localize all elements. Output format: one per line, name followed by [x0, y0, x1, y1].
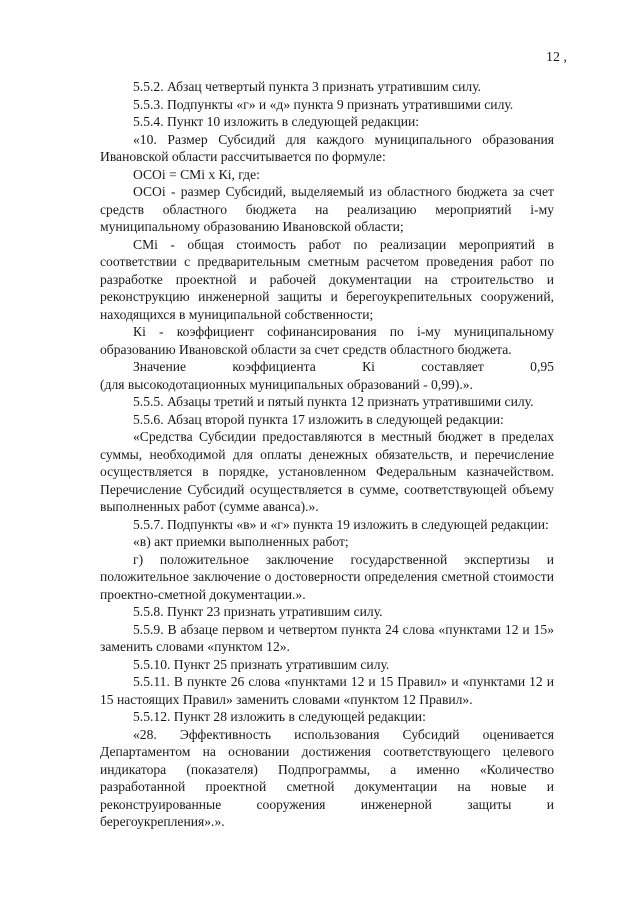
- paragraph-item-10: «10. Размер Субсидий для каждого муниципального образования Ивановской области рассчитывается по формуле:: [100, 131, 554, 164]
- paragraph-5-5-2: 5.5.2. Абзац четвертый пункта 3 признать утратившим силу.: [133, 79, 482, 94]
- paragraph-5-5-12: 5.5.12. Пункт 28 изложить в следующей редакции:: [133, 709, 426, 724]
- coefficient-word-3: Кi: [362, 359, 375, 374]
- document-body: [100, 78, 554, 831]
- coefficient-row: [100, 358, 554, 376]
- paragraph-subitem-v: «в) акт приемки выполненных работ;: [133, 534, 349, 549]
- coefficient-word-1: Значение: [133, 359, 187, 374]
- coefficient-word-5: 0,95: [530, 359, 554, 374]
- paragraph-5-5-4: 5.5.4. Пункт 10 изложить в следующей редакции:: [133, 114, 420, 129]
- paragraph-5-5-5: 5.5.5. Абзацы третий и пятый пункта 12 признать утратившими силу.: [133, 394, 534, 409]
- paragraph-subitem-g: г) положительное заключение государственной экспертизы и положительное заключение о достоверности определения сметной стоимости проектно-сметной документации.».: [100, 551, 554, 602]
- paragraph-5-5-7: 5.5.7. Подпункты «в» и «г» пункта 19 изложить в следующей редакции:: [133, 516, 549, 532]
- page-number: 12 ,: [546, 50, 567, 65]
- coefficient-word-4: составляет: [421, 359, 484, 374]
- paragraph-5-5-11: 5.5.11. В пункте 26 слова «пунктами 12 и 15 Правил» и «пунктами 12 и 15 настоящих Правил» заменить словами «пунктом 12 Правил».: [100, 674, 554, 707]
- paragraph-oso-definition: ОСОi - размер Субсидий, выделяемый из областного бюджета за счет средств областного бюджета на реализацию мероприятий i-му муниципальному образованию Ивановской области;: [100, 184, 554, 234]
- paragraph-5-5-8: 5.5.8. Пункт 23 признать утратившим силу.: [133, 604, 383, 619]
- paragraph-k-definition: Кi - коэффициент софинансирования по i-му муниципальному образованию Ивановской области за счет средств областного бюджета.: [100, 324, 554, 357]
- coefficient-continuation: (для высокодотационных муниципальных образований - 0,99).».: [100, 376, 473, 392]
- paragraph-5-5-9: 5.5.9. В абзаце первом и четвертом пункта 24 слова «пунктами 12 и 15» заменить словами «пунктом 12».: [100, 621, 554, 654]
- coefficient-word-2: коэффициента: [232, 359, 316, 374]
- paragraph-cm-definition: СМi - общая стоимость работ по реализации мероприятий в соответствии с предварительным сметным расчетом проведения работ по разработке проектной и рабочей документации на строительство и реконструкцию инженерной защиты и берегоукрепительных сооружений, находящихся в муниципальной собственности;: [100, 236, 554, 322]
- paragraph-5-5-6: 5.5.6. Абзац второй пункта 17 изложить в следующей редакции:: [133, 411, 504, 427]
- paragraph-item-28: «28. Эффективность использования Субсидий оценивается Департаментом на основании достижения соответствующего целевого индикатора (показателя) Подпрограммы, а именно «Количество разработанной проектной сметной документации на новые и реконструированные сооружения инженерной защиты и берегоукрепления».».: [100, 726, 554, 829]
- formula-line: ОСОi = СМi x Кi, где:: [133, 166, 260, 182]
- paragraph-5-5-3: 5.5.3. Подпункты «г» и «д» пункта 9 признать утратившими силу.: [133, 96, 514, 112]
- paragraph-subsidy-funds: «Средства Субсидии предоставляются в местный бюджет в пределах суммы, необходимой для оплаты денежных обязательств, и перечисление осуществляется в порядке, установленном Федеральным казначейством. Перечисление Субсидий осуществляется в сумме, соответствующей объему выполненных работ (сумме аванса).».: [100, 429, 554, 514]
- paragraph-5-5-10: 5.5.10. Пункт 25 признать утратившим силу.: [133, 656, 390, 672]
